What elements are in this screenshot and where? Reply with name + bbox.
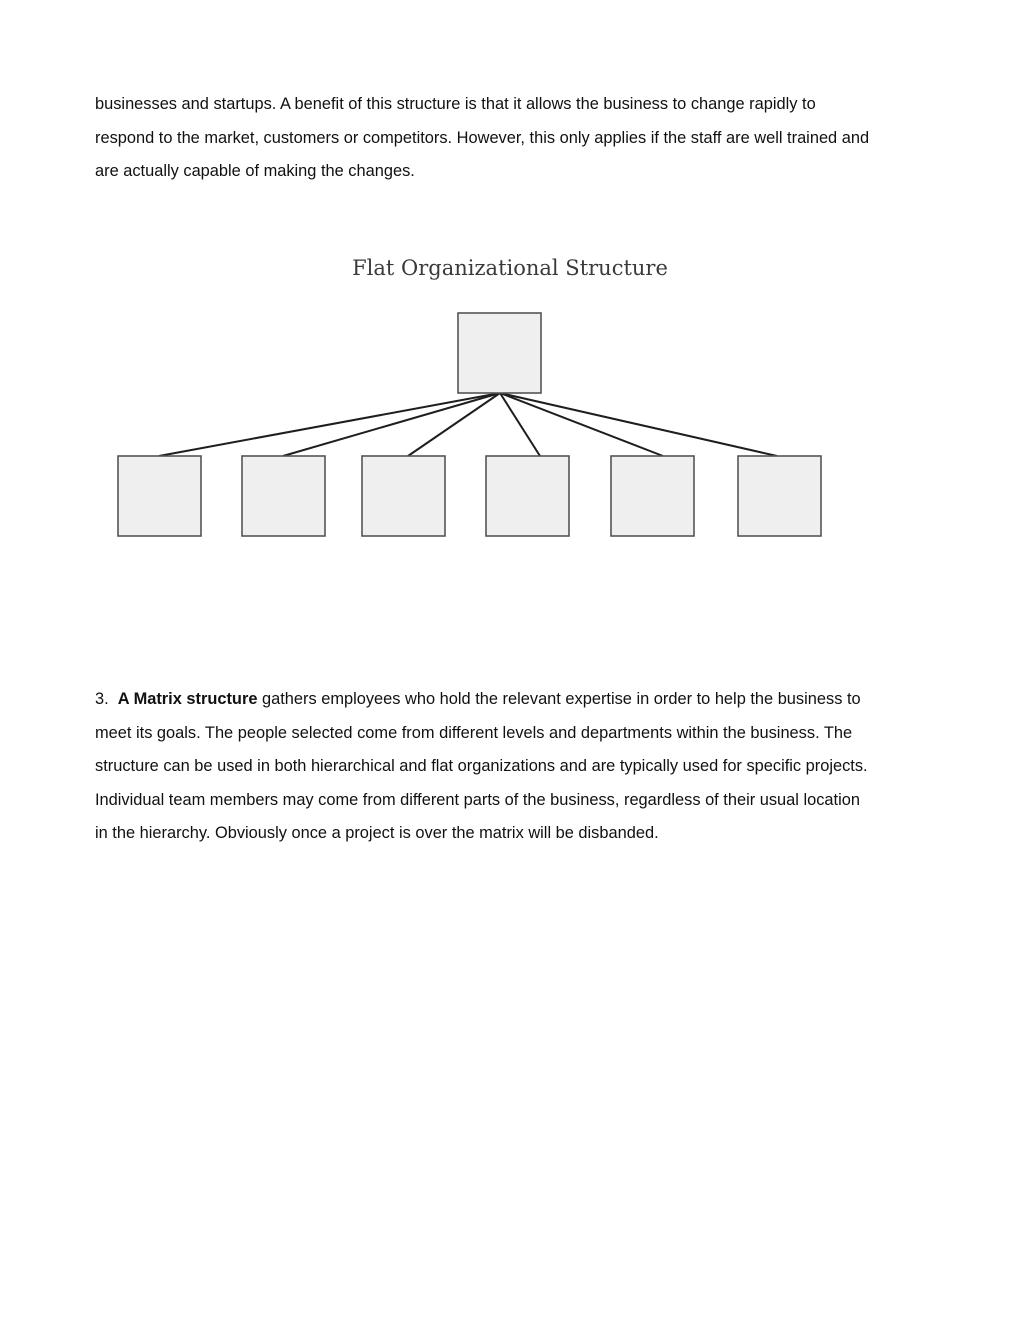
section-number: 3. — [95, 690, 109, 708]
connector-line — [159, 393, 500, 456]
matrix-line-1 — [95, 683, 935, 717]
intro-line-1: businesses and startups. A benefit of this structure is that it allows the business to change rapidly to — [95, 95, 816, 113]
connector-line — [283, 393, 500, 456]
matrix-line-2: meet its goals. The people selected come from different levels and departments within the business. The — [95, 723, 853, 742]
intro-line-2: respond to the market, customers or competitors. However, this only applies if the staff are well trained and — [95, 128, 870, 147]
flat-org-diagram-svg — [0, 240, 1024, 560]
child-node-box — [242, 456, 325, 536]
top-node-box — [458, 313, 541, 393]
matrix-line-5: in the hierarchy. Obviously once a project is over the matrix will be disbanded. — [95, 824, 659, 843]
matrix-line-3: structure can be used in both hierarchical and flat organizations and are typically used for specific projects. — [95, 757, 868, 776]
matrix-line-4: Individual team members may come from different parts of the business, regardless of their usual location — [95, 790, 860, 809]
flat-org-diagram — [0, 240, 1024, 560]
matrix-paragraph — [95, 683, 935, 851]
child-node-box — [362, 456, 445, 536]
child-node-box — [738, 456, 821, 536]
diagram-title: Flat Organizational Structure — [352, 256, 668, 280]
connector-line — [500, 393, 540, 456]
matrix-line-1-rest: gathers employees who hold the relevant expertise in order to help the business to — [257, 690, 861, 708]
intro-paragraph — [95, 88, 935, 189]
child-node-box — [486, 456, 569, 536]
child-node-box — [118, 456, 201, 536]
child-node-box — [611, 456, 694, 536]
intro-line-3: are actually capable of making the changes. — [95, 162, 415, 181]
matrix-term: A Matrix structure — [117, 690, 258, 708]
